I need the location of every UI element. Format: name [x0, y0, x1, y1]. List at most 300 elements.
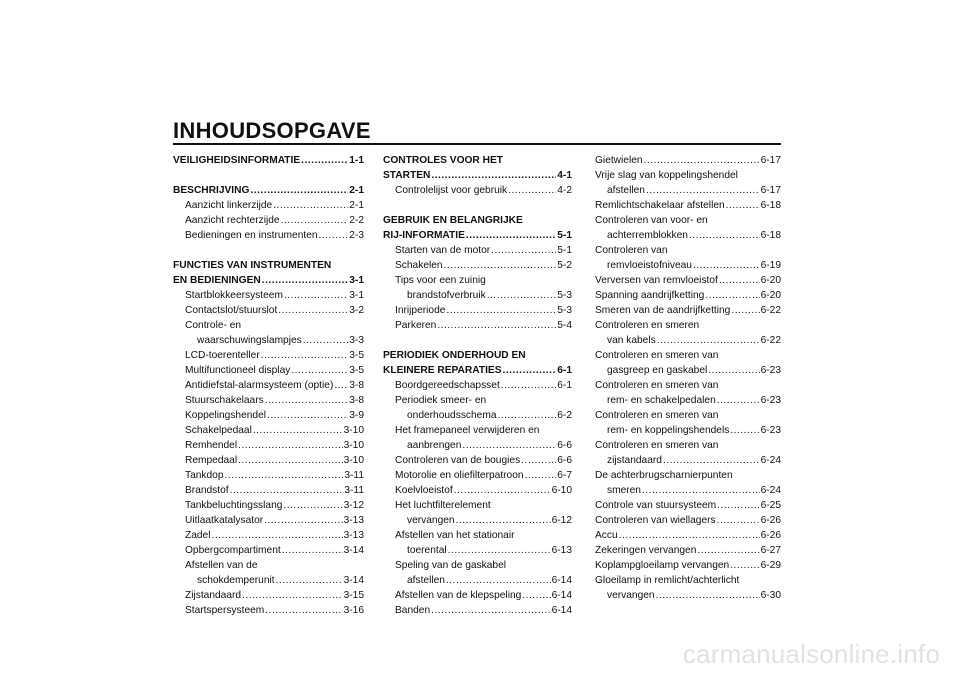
dot-leader: [238, 438, 343, 453]
toc-page-number: 6-17: [760, 155, 781, 166]
dot-leader: [717, 393, 760, 408]
toc-entry-title: Controleren van wiellagers: [595, 515, 716, 526]
toc-entry: [383, 558, 572, 573]
toc-entry: [173, 543, 364, 558]
toc-entry: [595, 318, 781, 333]
toc-entry-title: Controleren en smeren van: [595, 350, 719, 361]
dot-leader: [230, 483, 344, 498]
dot-leader: [437, 318, 556, 333]
dot-leader: [717, 498, 759, 513]
dot-leader: [225, 468, 344, 483]
toc-entry: [383, 243, 572, 258]
dot-leader: [663, 453, 760, 468]
toc-entry: [173, 333, 364, 348]
toc-entry-title: vervangen: [407, 515, 455, 526]
toc-entry: [383, 498, 572, 513]
dot-leader: [283, 498, 342, 513]
toc-page-number: 6-23: [760, 395, 781, 406]
toc-page-number: 3-15: [343, 590, 364, 601]
toc-entry-title: onderhoudsschema: [407, 410, 497, 421]
dot-leader: [497, 408, 556, 423]
toc-page-number: 6-18: [760, 230, 781, 241]
dot-leader: [657, 333, 760, 348]
toc-entry: [173, 228, 364, 243]
dot-leader: [454, 483, 551, 498]
dot-leader: [264, 513, 342, 528]
toc-page-number: 5-3: [557, 305, 572, 316]
toc-page-number: 5-1: [557, 230, 572, 241]
toc-entry-title: Banden: [395, 605, 431, 616]
toc-entry-title: Vrije slag van koppelingshendel: [595, 170, 738, 181]
toc-section-heading: [383, 168, 572, 183]
dot-leader: [278, 303, 348, 318]
toc-entry-title: Starten van de motor: [395, 245, 491, 256]
toc-section-heading: [383, 213, 572, 228]
dot-leader: [446, 303, 556, 318]
toc-entry: [595, 483, 781, 498]
dot-leader: [284, 288, 348, 303]
toc-entry: [595, 468, 781, 483]
toc-page-number: 4-1: [557, 170, 572, 181]
toc-entry: [595, 333, 781, 348]
toc-entry: [173, 513, 364, 528]
toc-entry: [595, 198, 781, 213]
toc-entry-title: Het luchtfilterelement: [395, 500, 491, 511]
toc-entry: [383, 603, 572, 618]
dot-leader: [238, 453, 343, 468]
toc-entry-title: De achterbrugscharnierpunten: [595, 470, 733, 481]
toc-entry: [173, 573, 364, 588]
dot-leader: [448, 543, 551, 558]
toc-entry: [173, 288, 364, 303]
toc-page-number: 3-13: [343, 515, 364, 526]
toc-section-heading: [383, 348, 572, 363]
toc-entry-title: Afstellen van de klepspeling: [395, 590, 522, 601]
dot-leader: [697, 543, 759, 558]
toc-entry-title: toerental: [407, 545, 447, 556]
dot-leader: [503, 363, 557, 378]
toc-page-number: 6-30: [760, 590, 781, 601]
toc-entry: [595, 363, 781, 378]
toc-section-heading: [173, 258, 364, 273]
toc-entry: [383, 573, 572, 588]
toc-entry-title: smeren: [607, 485, 641, 496]
dot-leader: [508, 183, 556, 198]
toc-page-number: 6-20: [760, 290, 781, 301]
toc-entry-title: Controle van stuursysteem: [595, 500, 717, 511]
dot-leader: [303, 333, 349, 348]
dot-leader: [719, 273, 760, 288]
toc-entry-title: STARTEN: [383, 170, 431, 181]
toc-entry-title: Koelvloeistof: [395, 485, 453, 496]
dot-leader: [291, 363, 348, 378]
toc-entry-title: Zadel: [185, 530, 211, 541]
toc-page-number: 6-1: [557, 380, 572, 391]
dot-leader: [525, 468, 557, 483]
toc-entry-title: Tips voor een zuinig: [395, 275, 486, 286]
toc-page-number: 3-14: [343, 545, 364, 556]
toc-entry-title: remvloeistofniveau: [607, 260, 692, 271]
toc-page-number: 3-1: [349, 290, 364, 301]
toc-entry: [595, 528, 781, 543]
toc-section-heading: [173, 153, 364, 168]
toc-entry: [173, 558, 364, 573]
toc-entry: [595, 453, 781, 468]
toc-entry-title: Aanzicht rechterzijde: [185, 215, 280, 226]
dot-leader: [708, 363, 759, 378]
toc-spacer: [383, 198, 572, 213]
dot-leader: [726, 198, 760, 213]
dot-leader: [619, 528, 760, 543]
toc-entry: [173, 363, 364, 378]
toc-entry: [383, 303, 572, 318]
toc-page-number: 6-29: [760, 560, 781, 571]
toc-entry-title: KLEINERE REPARATIES: [383, 365, 502, 376]
toc-entry: [595, 153, 781, 168]
toc-entry: [383, 318, 572, 333]
toc-entry: [383, 513, 572, 528]
toc-entry: [173, 483, 364, 498]
dot-leader: [646, 183, 760, 198]
toc-page-number: 3-10: [343, 425, 364, 436]
dot-leader: [250, 183, 348, 198]
toc-entry-title: Contactslot/stuurslot: [185, 305, 278, 316]
toc-entry-title: Gloeilamp in remlicht/achterlicht: [595, 575, 740, 586]
dot-leader: [301, 153, 348, 168]
toc-page-number: 3-10: [343, 455, 364, 466]
toc-entry-title: Inrijperiode: [395, 305, 446, 316]
toc-entry: [383, 423, 572, 438]
toc-entry-title: Startblokkeersysteem: [185, 290, 283, 301]
toc-entry: [383, 543, 572, 558]
dot-leader: [730, 423, 759, 438]
toc-page-number: 3-3: [349, 335, 364, 346]
dot-leader: [262, 273, 349, 288]
toc-entry-title: Controleren van de bougies: [395, 455, 521, 466]
toc-entry: [173, 213, 364, 228]
dot-leader: [431, 603, 550, 618]
toc-page-number: 6-24: [760, 485, 781, 496]
toc-page-number: 3-14: [343, 575, 364, 586]
dot-leader: [491, 243, 556, 258]
dot-leader: [731, 303, 759, 318]
toc-page-number: 3-5: [349, 350, 364, 361]
toc-column-3: [595, 153, 781, 603]
toc-entry-title: aanbrengen: [407, 440, 462, 451]
toc-page-number: 3-8: [349, 395, 364, 406]
toc-page-number: 6-27: [760, 545, 781, 556]
toc-page-number: 2-1: [349, 200, 364, 211]
toc-entry-title: Bedieningen en instrumenten: [185, 230, 318, 241]
toc-entry-title: rem- en koppelingshendels: [607, 425, 730, 436]
toc-page-number: 6-22: [760, 335, 781, 346]
toc-entry-title: Controle- en: [185, 320, 242, 331]
toc-entry: [173, 303, 364, 318]
toc-entry-title: BESCHRIJVING: [173, 185, 250, 196]
toc-section-heading: [173, 273, 364, 288]
toc-entry-title: Zijstandaard: [185, 590, 242, 601]
dot-leader: [717, 513, 760, 528]
toc-entry-title: Accu: [595, 530, 618, 541]
toc-entry: [595, 408, 781, 423]
toc-entry: [383, 453, 572, 468]
toc-entry-title: Tankbeluchtingsslang: [185, 500, 283, 511]
toc-page-number: 6-12: [551, 515, 572, 526]
toc-page-number: 3-11: [344, 470, 364, 481]
toc-entry: [595, 573, 781, 588]
toc-entry-title: Uitlaatkatalysator: [185, 515, 264, 526]
toc-page-number: 2-2: [349, 215, 364, 226]
toc-entry-title: Koplampgloeilamp vervangen: [595, 560, 730, 571]
toc-entry-title: Startspersysteem: [185, 605, 265, 616]
toc-entry-title: Remhendel: [185, 440, 238, 451]
toc-entry: [383, 378, 572, 393]
toc-entry-title: GEBRUIK EN BELANGRIJKE: [383, 215, 523, 226]
toc-entry-title: Afstellen van het stationair: [395, 530, 515, 541]
toc-entry-title: Stuurschakelaars: [185, 395, 264, 406]
dot-leader: [487, 288, 557, 303]
toc-entry-title: VEILIGHEIDSINFORMATIE: [173, 155, 301, 166]
toc-page-number: 5-2: [557, 260, 572, 271]
toc-page-number: 1-1: [349, 155, 364, 166]
toc-entry-title: Parkeren: [395, 320, 437, 331]
toc-section-heading: [173, 183, 364, 198]
toc-page-number: 3-16: [343, 605, 364, 616]
toc-entry: [383, 588, 572, 603]
toc-entry-title: Boordgereedschapsset: [395, 380, 500, 391]
dot-leader: [446, 573, 551, 588]
toc-entry: [383, 258, 572, 273]
toc-entry-title: van kabels: [607, 335, 656, 346]
dot-leader: [431, 168, 556, 183]
toc-entry: [173, 408, 364, 423]
toc-page-number: 6-13: [551, 545, 572, 556]
toc-section-heading: [383, 153, 572, 168]
toc-entry: [595, 273, 781, 288]
toc-entry: [595, 183, 781, 198]
toc-entry-title: Brandstof: [185, 485, 229, 496]
dot-leader: [522, 588, 550, 603]
toc-page-number: 3-11: [344, 485, 364, 496]
toc-entry: [595, 438, 781, 453]
toc-entry: [383, 393, 572, 408]
toc-page-number: 6-19: [760, 260, 781, 271]
toc-entry: [173, 453, 364, 468]
toc-page-number: 3-1: [349, 275, 364, 286]
toc-entry: [173, 318, 364, 333]
toc-entry-title: Controleren van: [595, 245, 668, 256]
toc-entry: [173, 588, 364, 603]
toc-entry-title: Controleren en smeren van: [595, 440, 719, 451]
toc-page-number: 2-3: [349, 230, 364, 241]
toc-entry: [595, 303, 781, 318]
dot-leader: [253, 423, 343, 438]
toc-entry: [173, 468, 364, 483]
dot-leader: [644, 153, 760, 168]
toc-page-number: 6-10: [551, 485, 572, 496]
toc-page-number: 6-14: [551, 590, 572, 601]
dot-leader: [456, 513, 551, 528]
toc-entry-title: Koppelingshendel: [185, 410, 267, 421]
toc-page-number: 6-6: [557, 455, 572, 466]
dot-leader: [689, 228, 760, 243]
dot-leader: [462, 438, 556, 453]
toc-entry: [595, 588, 781, 603]
toc-entry-title: rem- en schakelpedalen: [607, 395, 716, 406]
toc-page-number: 3-5: [349, 365, 364, 376]
toc-entry-title: afstellen: [407, 575, 445, 586]
toc-entry-title: Schakelpedaal: [185, 425, 252, 436]
toc-entry-title: waarschuwingslampjes: [197, 335, 302, 346]
toc-entry: [173, 393, 364, 408]
toc-spacer: [383, 333, 572, 348]
toc-entry: [173, 348, 364, 363]
toc-entry: [595, 393, 781, 408]
toc-entry-title: gasgreep en gaskabel: [607, 365, 708, 376]
toc-section-heading: [383, 228, 572, 243]
toc-entry-title: Spanning aandrijfketting: [595, 290, 705, 301]
dot-leader: [444, 258, 557, 273]
toc-entry-title: PERIODIEK ONDERHOUD EN: [383, 350, 526, 361]
toc-entry-title: zijstandaard: [607, 455, 662, 466]
toc-entry-title: Verversen van remvloeistof: [595, 275, 718, 286]
toc-entry: [383, 183, 572, 198]
toc-page-number: 6-26: [760, 515, 781, 526]
toc-page-number: 4-2: [557, 185, 572, 196]
toc-page-number: 3-10: [343, 440, 364, 451]
toc-page-number: 6-14: [551, 575, 572, 586]
toc-entry: [595, 213, 781, 228]
toc-page-number: 6-7: [557, 470, 572, 481]
dot-leader: [705, 288, 759, 303]
toc-page-number: 6-24: [760, 455, 781, 466]
toc-entry-title: achterremblokken: [607, 230, 688, 241]
toc-page-number: 3-2: [349, 305, 364, 316]
toc-entry: [595, 543, 781, 558]
dot-leader: [273, 198, 348, 213]
toc-page-number: 6-14: [551, 605, 572, 616]
toc-entry: [383, 273, 572, 288]
toc-page-number: 5-3: [557, 290, 572, 301]
toc-page-number: 3-13: [343, 530, 364, 541]
toc-entry: [383, 288, 572, 303]
toc-page-number: 3-9: [349, 410, 364, 421]
toc-entry: [173, 198, 364, 213]
toc-entry-title: vervangen: [607, 590, 655, 601]
toc-entry: [383, 528, 572, 543]
toc-entry-title: Tankdop: [185, 470, 224, 481]
dot-leader: [319, 228, 349, 243]
toc-entry-title: Rempedaal: [185, 455, 238, 466]
toc-entry: [173, 528, 364, 543]
dot-leader: [521, 453, 556, 468]
toc-entry-title: Motorolie en oliefilterpatroon: [395, 470, 524, 481]
toc-entry: [595, 258, 781, 273]
toc-entry: [173, 423, 364, 438]
toc-entry-title: Afstellen van de: [185, 560, 258, 571]
dot-leader: [730, 558, 759, 573]
toc-entry-title: Smeren van de aandrijfketting: [595, 305, 731, 316]
toc-entry: [595, 348, 781, 363]
toc-entry: [595, 423, 781, 438]
toc-entry-title: Remlichtschakelaar afstellen: [595, 200, 725, 211]
toc-entry-title: Speling van de gaskabel: [395, 560, 507, 571]
dot-leader: [501, 378, 556, 393]
toc-entry: [595, 168, 781, 183]
toc-entry-title: CONTROLES VOOR HET: [383, 155, 503, 166]
toc-entry-title: FUNCTIES VAN INSTRUMENTEN: [173, 260, 332, 271]
dot-leader: [267, 408, 348, 423]
toc-page-number: 6-1: [557, 365, 572, 376]
dot-leader: [282, 543, 343, 558]
dot-leader: [642, 483, 760, 498]
toc-entry: [383, 438, 572, 453]
toc-entry: [173, 498, 364, 513]
toc-column-2: [383, 153, 572, 618]
toc-entry: [595, 498, 781, 513]
page-title: INHOUDSOPGAVE: [173, 118, 371, 143]
toc-page-number: 6-20: [760, 275, 781, 286]
toc-entry-title: Aanzicht linkerzijde: [185, 200, 273, 211]
toc-page-number: 5-4: [557, 320, 572, 331]
toc-page-number: 6-6: [557, 440, 572, 451]
toc-page-number: 6-18: [760, 200, 781, 211]
toc-page-number: 6-23: [760, 425, 781, 436]
toc-entry-title: Antidiefstal-alarmsysteem (optie): [185, 380, 334, 391]
toc-entry-title: EN BEDIENINGEN: [173, 275, 261, 286]
toc-entry-title: Gietwielen: [595, 155, 643, 166]
dot-leader: [211, 528, 342, 543]
toc-entry: [173, 603, 364, 618]
dot-leader: [281, 213, 349, 228]
toc-entry: [595, 558, 781, 573]
title-rule: [173, 143, 781, 145]
toc-entry-title: Het framepaneel verwijderen en: [395, 425, 540, 436]
toc-page-number: 6-25: [760, 500, 781, 511]
toc-entry-title: Multifunctioneel display: [185, 365, 291, 376]
toc-entry-title: Opbergcompartiment: [185, 545, 281, 556]
toc-page-number: 2-1: [349, 185, 364, 196]
toc-entry: [595, 228, 781, 243]
dot-leader: [265, 393, 349, 408]
dot-leader: [466, 228, 556, 243]
toc-entry: [595, 243, 781, 258]
toc-page-number: 3-12: [343, 500, 364, 511]
toc-entry-title: Controleren en smeren van: [595, 380, 719, 391]
toc-entry: [383, 408, 572, 423]
toc-entry: [595, 378, 781, 393]
dot-leader: [334, 378, 348, 393]
toc-entry: [595, 288, 781, 303]
toc-entry: [173, 378, 364, 393]
dot-leader: [276, 573, 343, 588]
dot-leader: [242, 588, 343, 603]
toc-entry-title: schokdemperunit: [197, 575, 275, 586]
toc-entry: [383, 483, 572, 498]
toc-entry-title: Controleren en smeren van: [595, 410, 719, 421]
toc-page-number: 5-1: [557, 245, 572, 256]
toc-page-number: 6-2: [557, 410, 572, 421]
toc-entry: [173, 438, 364, 453]
toc-entry-title: brandstofverbruik: [407, 290, 486, 301]
toc-entry-title: Periodiek smeer- en: [395, 395, 487, 406]
toc-spacer: [173, 168, 364, 183]
toc-page-number: 6-22: [760, 305, 781, 316]
toc-entry-title: Controleren en smeren: [595, 320, 700, 331]
toc-section-heading: [383, 363, 572, 378]
dot-leader: [261, 348, 349, 363]
toc-entry-title: Schakelen: [395, 260, 443, 271]
